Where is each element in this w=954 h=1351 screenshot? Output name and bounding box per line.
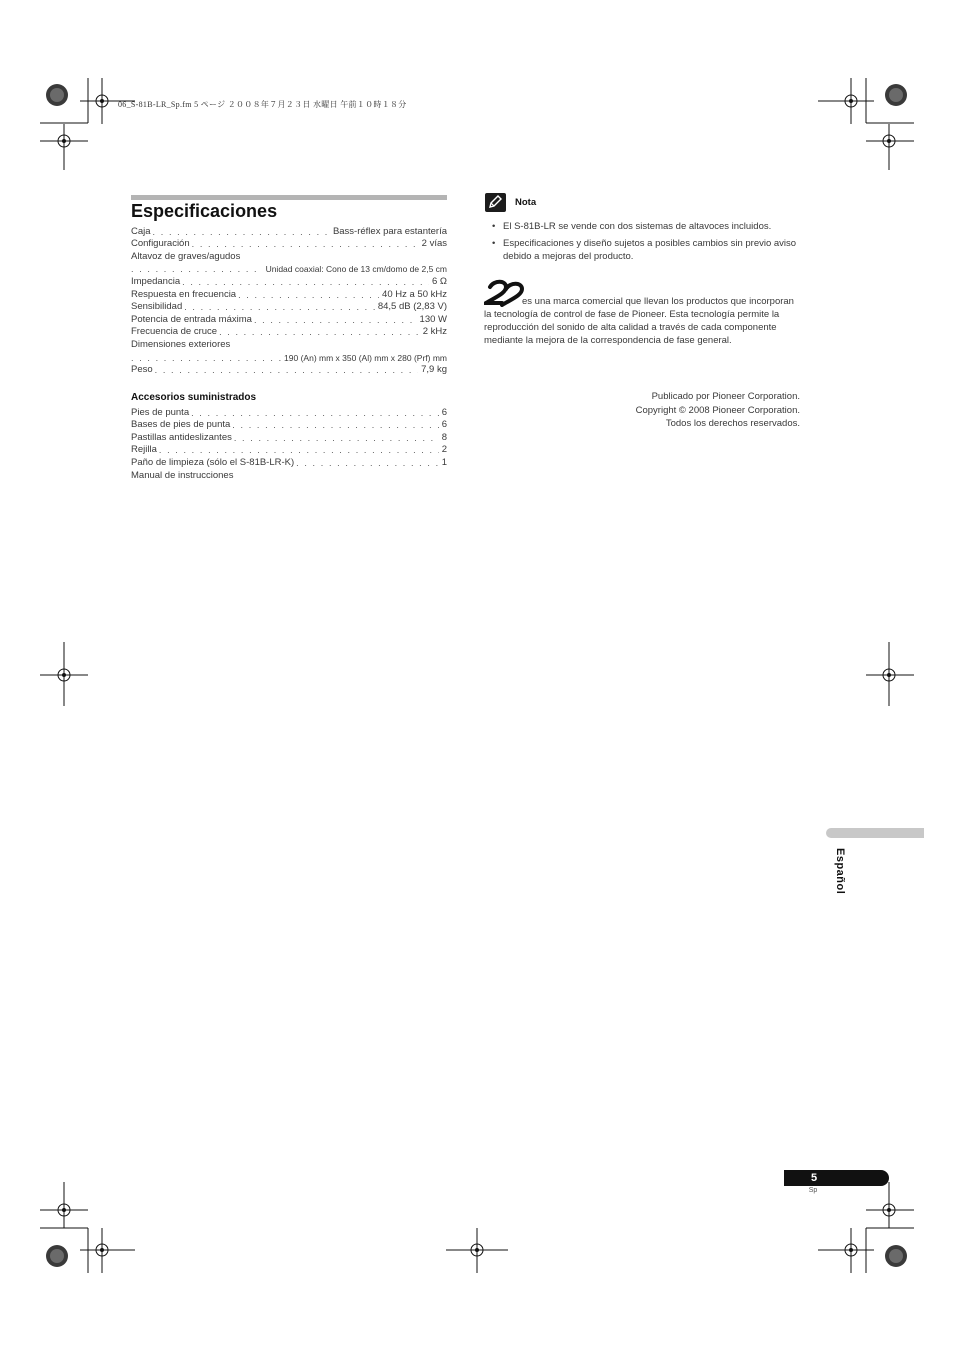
- page-number: 5: [810, 1172, 818, 1184]
- dot-leader: [254, 314, 417, 326]
- table-row: [131, 225, 447, 238]
- table-row: [131, 338, 447, 351]
- table-row: [131, 263, 447, 276]
- row-value: 8: [441, 431, 447, 443]
- row-value: Bass-réflex para estantería: [332, 225, 447, 237]
- publisher-block: [560, 390, 800, 431]
- table-row: [131, 275, 447, 288]
- row-label: Manual de instrucciones: [131, 469, 234, 481]
- accessories-title: Accesorios suministrados: [131, 392, 257, 403]
- row-value: 6 Ω: [431, 275, 447, 287]
- list-item: • Especificaciones y diseño sujetos a posibles cambios sin previo aviso debido a mejoras del producto.: [492, 238, 797, 262]
- dot-leader: [184, 301, 375, 313]
- table-row: [131, 364, 447, 377]
- row-label: Respuesta en frecuencia: [131, 288, 237, 300]
- row-label: Dimensiones exteriores: [131, 338, 231, 350]
- dot-leader: [192, 238, 419, 250]
- dot-leader: [153, 226, 330, 238]
- row-value: 130 W: [419, 313, 447, 325]
- row-value: 6: [441, 419, 447, 431]
- dot-leader: [159, 444, 439, 456]
- row-value: 40 Hz a 50 kHz: [382, 288, 447, 300]
- table-row: [131, 419, 447, 432]
- dot-leader: [191, 407, 439, 419]
- row-value: 2 vías: [421, 238, 447, 250]
- row-label: Paño de limpieza (sólo el S-81B-LR-K): [131, 456, 295, 468]
- table-row: [131, 238, 447, 251]
- copyright-line: Copyright © 2008 Pioneer Corporation.: [635, 404, 800, 416]
- table-row: [131, 431, 447, 444]
- row-value: 7,9 kg: [421, 364, 447, 376]
- row-label: Bases de pies de punta: [131, 419, 231, 431]
- table-row: [131, 288, 447, 301]
- file-header-line: 06_S-81B-LR_Sp.fm 5 ページ ２００８年７月２３日 水曜日 午前１０時１８分: [118, 100, 407, 109]
- table-row: [131, 301, 447, 314]
- table-row: [131, 469, 447, 482]
- row-label: Rejilla: [131, 444, 157, 456]
- row-label: Impedancia: [131, 275, 181, 287]
- specs-list: [131, 225, 447, 376]
- pencil-icon: [485, 193, 506, 212]
- section-rule: [131, 195, 447, 200]
- note-bullets: [492, 220, 804, 267]
- list-item: • El S-81B-LR se vende con dos sistemas de altavoces incluidos.: [492, 221, 772, 232]
- row-value: 1: [441, 456, 447, 468]
- row-label: Peso: [131, 364, 153, 376]
- dot-leader: [238, 289, 379, 301]
- row-label: Configuración: [131, 238, 190, 250]
- row-label: Altavoz de graves/agudos: [131, 250, 241, 262]
- table-row: [131, 406, 447, 419]
- note-title: Nota: [515, 197, 537, 208]
- dot-leader: [155, 364, 418, 376]
- row-label: Caja: [131, 225, 151, 237]
- phase-control-text: es una marca comercial que llevan los productos que incorporan la tecnología de control de fase de Pioneer. Esta tecnología permite la reproducción del sonido de alta calidad a través de cada componente mediante la mejora de la correspondencia de fase general.: [484, 296, 794, 346]
- table-row: [131, 456, 447, 469]
- row-label: Pies de punta: [131, 406, 190, 418]
- publisher-line: Publicado por Pioneer Corporation.: [651, 391, 800, 402]
- accessories-list: [131, 406, 447, 482]
- row-value: 2 kHz: [422, 326, 447, 338]
- dot-leader: [232, 419, 438, 431]
- dot-leader: [234, 432, 439, 444]
- table-row: [131, 351, 447, 364]
- row-label: Potencia de entrada máxima: [131, 313, 252, 325]
- row-label: Sensibilidad: [131, 301, 183, 313]
- row-value: 190 (An) mm x 350 (Al) mm x 280 (Prf) mm: [284, 352, 447, 363]
- specs-title: Especificaciones: [131, 201, 278, 221]
- language-code: Sp: [808, 1187, 818, 1194]
- row-label: Frecuencia de cruce: [131, 326, 218, 338]
- table-row: [131, 444, 447, 457]
- table-row: [131, 326, 447, 339]
- dot-leader: [131, 263, 263, 275]
- row-value: Unidad coaxial: Cono de 13 cm/domo de 2,5 cm: [265, 264, 447, 275]
- dot-leader: [182, 276, 429, 288]
- language-tab-bar: [826, 828, 924, 838]
- row-value: 6: [441, 406, 447, 418]
- row-label: Pastillas antideslizantes: [131, 431, 232, 443]
- table-row: [131, 250, 447, 263]
- dot-leader: [296, 457, 439, 469]
- language-tab-label: Español: [834, 848, 846, 895]
- row-value: 2: [441, 444, 447, 456]
- table-row: [131, 313, 447, 326]
- row-value: 84,5 dB (2,83 V): [377, 301, 447, 313]
- rights-line: Todos los derechos reservados.: [665, 418, 800, 429]
- dot-leader: [131, 352, 281, 364]
- dot-leader: [219, 326, 420, 338]
